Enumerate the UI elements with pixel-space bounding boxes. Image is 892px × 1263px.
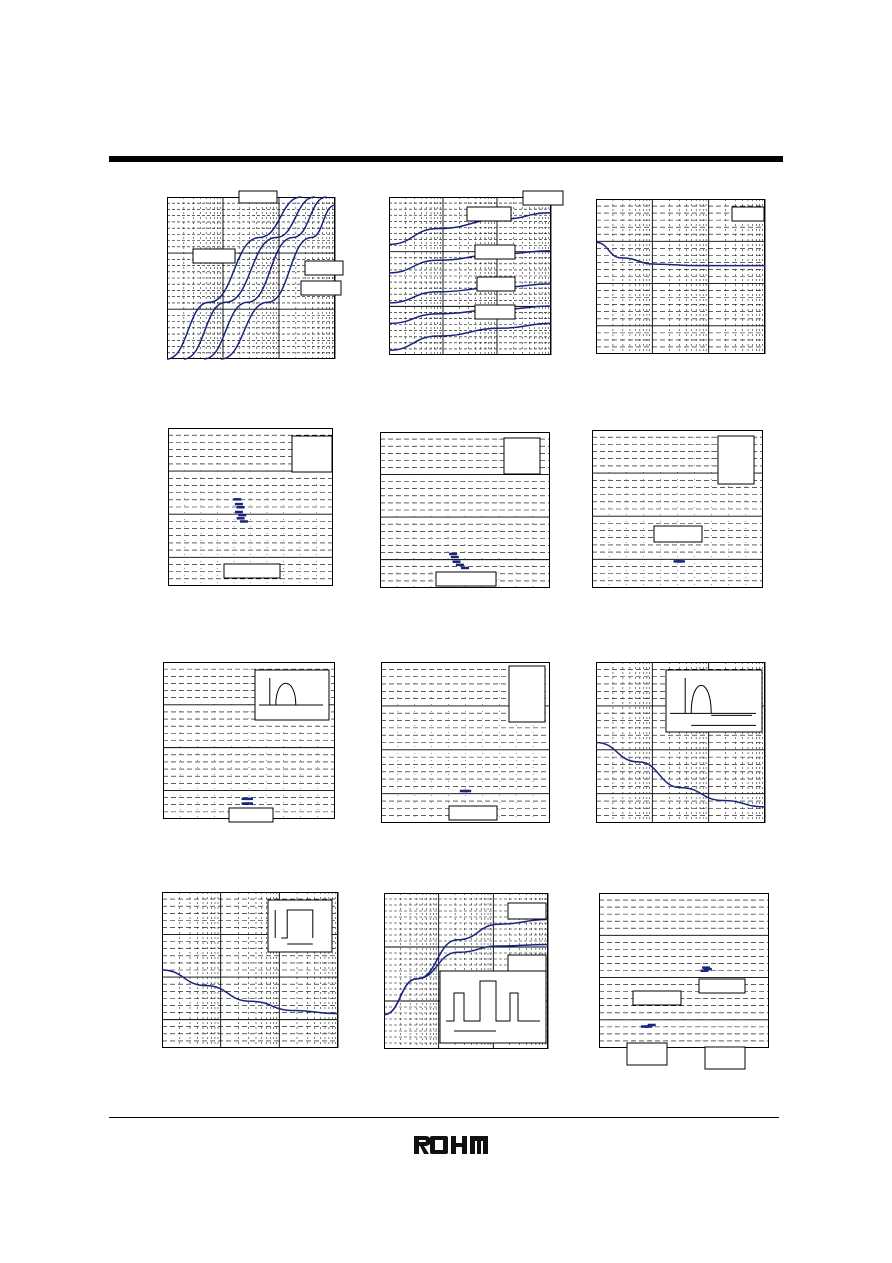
callout-box-2 bbox=[449, 806, 497, 820]
callout-box-3 bbox=[475, 245, 515, 259]
chart-3 bbox=[596, 199, 765, 354]
callout-box-1 bbox=[732, 207, 764, 221]
callout-box-2 bbox=[508, 955, 546, 971]
chart-6 bbox=[592, 430, 763, 588]
callout-box-1 bbox=[255, 670, 329, 720]
callout-box-4 bbox=[705, 1047, 745, 1069]
series-1-point-2 bbox=[235, 503, 243, 506]
series-1-point-2 bbox=[451, 556, 459, 559]
series-1-point-2 bbox=[677, 560, 685, 563]
callout-box-1 bbox=[508, 903, 546, 919]
series-1-point-4 bbox=[245, 802, 253, 805]
series-1-point-1 bbox=[233, 498, 241, 501]
series-1-point-5 bbox=[238, 514, 246, 517]
chart-8 bbox=[381, 662, 550, 823]
series-1-point-1 bbox=[449, 553, 457, 556]
callout-box-5 bbox=[475, 305, 515, 319]
callout-box-1 bbox=[699, 979, 745, 993]
chart-4 bbox=[168, 428, 333, 586]
callout-box-2 bbox=[229, 808, 273, 822]
chart-12 bbox=[599, 893, 769, 1048]
series-1-point-2 bbox=[463, 790, 471, 793]
callout-box-2 bbox=[467, 207, 511, 221]
callout-box-2 bbox=[654, 526, 702, 542]
callout-box-2 bbox=[224, 564, 280, 578]
callout-box-1 bbox=[666, 670, 762, 732]
series-1-point-3 bbox=[237, 506, 245, 509]
series-1-point-2 bbox=[245, 798, 253, 801]
callout-box-1 bbox=[718, 436, 754, 484]
series-1-point-6 bbox=[237, 517, 245, 520]
series-1-point-4 bbox=[235, 511, 243, 514]
callout-box-1 bbox=[239, 191, 277, 203]
chart-9 bbox=[596, 662, 765, 823]
callout-box-2 bbox=[633, 991, 681, 1005]
chart-7 bbox=[163, 662, 335, 819]
series-1-point-5 bbox=[461, 567, 469, 570]
series-1-point-7 bbox=[240, 520, 248, 523]
callout-box-4 bbox=[301, 281, 341, 295]
callout-box-1 bbox=[509, 666, 545, 722]
chart-11 bbox=[384, 893, 548, 1049]
series-1-point-4 bbox=[456, 564, 464, 567]
series-1-point-3 bbox=[453, 560, 461, 563]
chart-10 bbox=[162, 892, 338, 1048]
chart-2 bbox=[389, 197, 551, 355]
header-rule bbox=[109, 156, 783, 162]
chart-1 bbox=[167, 197, 335, 359]
callout-box-2 bbox=[436, 572, 496, 586]
callout-box-1 bbox=[504, 438, 540, 474]
callout-box-2 bbox=[193, 249, 235, 263]
callout-box-3 bbox=[305, 261, 343, 275]
series-1-point-3 bbox=[704, 968, 712, 971]
footer-rule bbox=[109, 1117, 779, 1118]
callout-box-3 bbox=[440, 971, 546, 1043]
chart-5 bbox=[380, 432, 550, 588]
rohm-logo bbox=[412, 1134, 490, 1156]
series-2-point-3 bbox=[648, 1024, 656, 1027]
callout-box-3 bbox=[627, 1043, 667, 1065]
callout-box-1 bbox=[292, 436, 332, 472]
callout-box-4 bbox=[477, 277, 515, 291]
callout-box-1 bbox=[523, 191, 563, 205]
